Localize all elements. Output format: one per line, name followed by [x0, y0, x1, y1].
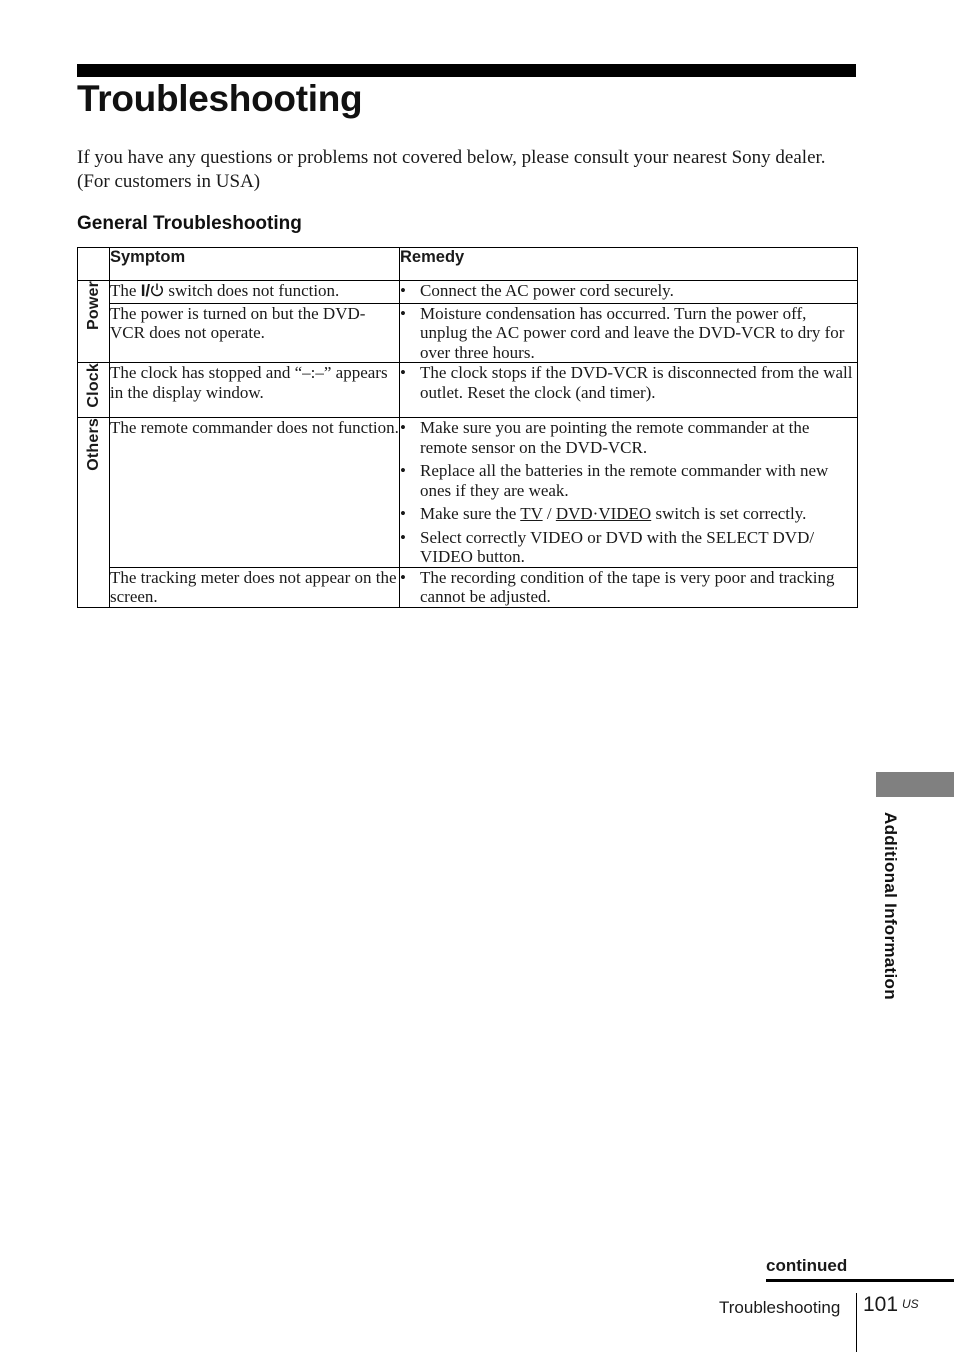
- symptom-cell: The clock has stopped and “–:–” appears in the display window.: [110, 363, 400, 418]
- remedy-cell: [400, 567, 858, 607]
- symptom-header: Symptom: [110, 248, 400, 281]
- symptom-cell: The power is turned on but the DVD-VCR does not operate.: [110, 303, 400, 363]
- footer-rule: [766, 1279, 954, 1282]
- title-rule: [77, 64, 856, 77]
- side-tab-marker: [876, 772, 954, 797]
- table-header-row: [78, 248, 858, 281]
- remedy-item: • The recording condition of the tape is very poor and tracking cannot be adjusted.: [400, 568, 857, 607]
- category-header-cell: [78, 248, 110, 281]
- section-heading: General Troubleshooting: [77, 213, 302, 234]
- category-label-clock: Clock: [84, 363, 102, 408]
- category-clock: [78, 363, 110, 418]
- page-number: 101: [863, 1293, 899, 1316]
- remedy-item: • The clock stops if the DVD-VCR is disconnected from the wall outlet. Reset the clock (and timer).: [400, 363, 857, 402]
- remedy-item: • Select correctly VIDEO or DVD with the SELECT DVD/ VIDEO button.: [400, 528, 857, 567]
- remedy-item: • Moisture condensation has occurred. Turn the power off, unplug the AC power cord and leave the DVD-VCR to dry for over three hours.: [400, 304, 857, 363]
- intro-paragraph: If you have any questions or problems not covered below, please consult your nearest Sony dealer. (For customers in USA): [77, 147, 826, 192]
- page-region-suffix: US: [902, 1297, 919, 1311]
- remedy-item: • Connect the AC power cord securely.: [400, 281, 857, 301]
- symptom-cell: [110, 281, 400, 304]
- table-row: [78, 281, 858, 304]
- remedy-cell: [400, 303, 858, 363]
- side-tab-label: Additional Information: [881, 812, 900, 1000]
- footer-section-name: Troubleshooting: [719, 1298, 841, 1317]
- remedy-text: Make sure the: [420, 504, 521, 523]
- table-row: [78, 363, 858, 418]
- footer-divider: [856, 1293, 857, 1352]
- table-row: [78, 418, 858, 568]
- power-switch-symbol: I/: [140, 281, 151, 300]
- category-others: [78, 418, 110, 608]
- table-row: [78, 303, 858, 363]
- remedy-item: [400, 504, 857, 524]
- remedy-cell: [400, 363, 858, 418]
- continued-label: continued: [766, 1256, 848, 1275]
- category-power: [78, 281, 110, 363]
- remedy-text: switch is set correctly.: [651, 504, 807, 523]
- symptom-text: switch does not function.: [164, 281, 340, 300]
- symptom-text: The: [110, 281, 141, 300]
- remedy-cell: [400, 418, 858, 568]
- troubleshooting-table: [77, 247, 858, 608]
- table-row: [78, 567, 858, 607]
- remedy-header: Remedy: [400, 248, 858, 281]
- remedy-text: /: [542, 504, 556, 523]
- page-title: Troubleshooting: [77, 78, 363, 119]
- remedy-item: • Make sure you are pointing the remote commander at the remote sensor on the DVD-VCR.: [400, 418, 857, 457]
- tv-switch-label: TV: [520, 504, 543, 523]
- remedy-cell: [400, 281, 858, 304]
- category-label-others: Others: [84, 418, 102, 471]
- dvd-video-switch-label: DVD·VIDEO: [555, 504, 652, 523]
- category-label-power: Power: [84, 281, 102, 331]
- power-standby-icon: [150, 282, 164, 303]
- symptom-cell: The remote commander does not function.: [110, 418, 400, 568]
- symptom-cell: The tracking meter does not appear on the screen.: [110, 567, 400, 607]
- remedy-item: • Replace all the batteries in the remote commander with new ones if they are weak.: [400, 461, 857, 500]
